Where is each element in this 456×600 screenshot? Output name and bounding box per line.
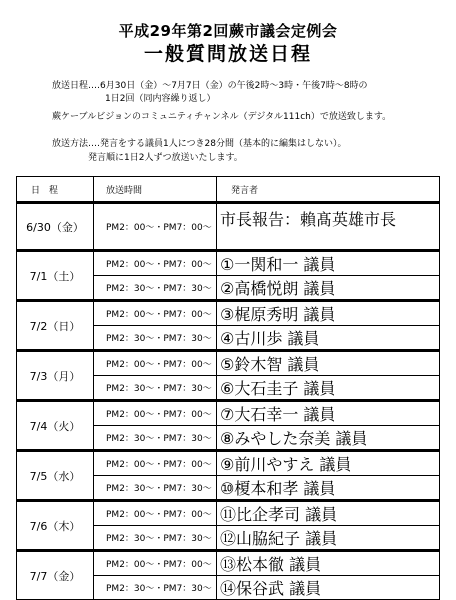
schedule-table [16,176,440,600]
time-cell: PM2：30～・PM7：30～ [94,576,217,600]
date-cell: 7/1（土） [17,251,94,301]
speaker-cell: ①一関和一 議員 [217,251,440,276]
time-cell: PM2：00～・PM7：00～ [94,351,217,376]
note-repeat: 1日2回（同内容繰り返し） [105,94,216,104]
time-cell: PM2：00～・PM7：00～ [94,251,217,276]
time-cell: PM2：00～・PM7：00～ [94,551,217,576]
speaker-cell: ⑤鈴木智 議員 [217,351,440,376]
speaker-cell: 市長報告：賴髙英雄市長 [217,203,440,251]
table-row [17,203,440,251]
speaker-cell: ⑦大石幸一 議員 [217,401,440,426]
date-cell: 6/30（金） [17,203,94,251]
table-row [17,251,440,276]
header-speaker: 発言者 [217,177,440,203]
table-row [17,551,440,576]
speaker-cell: ⑥大石圭子 議員 [217,376,440,401]
note-schedule: 放送日程‥‥6月30日（金）～7月7日（金）の午後2時～3時・午後7時～8時の [52,81,368,91]
time-cell: PM2：30～・PM7：30～ [94,476,217,501]
table-row [17,501,440,526]
note-channel: 蕨ケーブルビジョンのコミュニティチャンネル（デジタル111ch）で放送致します。 [52,112,392,122]
note-order: 発言順に1日2人ずつ放送いたします。 [88,153,243,163]
date-cell: 7/6（木） [17,501,94,551]
table-row [17,351,440,376]
date-cell: 7/2（日） [17,301,94,351]
time-cell: PM2：30～・PM7：30～ [94,526,217,551]
speaker-cell: ⑧みやした奈美 議員 [217,426,440,451]
speaker-cell: ⑩榎本和孝 議員 [217,476,440,501]
time-cell: PM2：30～・PM7：30～ [94,326,217,351]
header-time: 放送時間 [94,177,217,203]
time-cell: PM2：00～・PM7：00～ [94,301,217,326]
date-cell: 7/7（金） [17,551,94,600]
time-cell: PM2：00～・PM7：00～ [94,203,217,251]
speaker-cell: ⑪比企孝司 議員 [217,501,440,526]
date-cell: 7/5（水） [17,451,94,501]
speaker-cell: ②高橋悦朗 議員 [217,276,440,301]
time-cell: PM2：30～・PM7：30～ [94,376,217,401]
speaker-cell: ⑫山脇紀子 議員 [217,526,440,551]
time-cell: PM2：30～・PM7：30～ [94,426,217,451]
date-cell: 7/4（火） [17,401,94,451]
table-row [17,451,440,476]
document-subtitle: 一般質問放送日程 [143,43,312,65]
speaker-cell: ⑭保谷武 議員 [217,576,440,600]
table-row [17,401,440,426]
time-cell: PM2：30～・PM7：30～ [94,276,217,301]
header-date: 日 程 [17,177,94,203]
note-method: 放送方法‥‥発言をする議員1人につき28分間（基本的に編集はしない）。 [52,139,347,149]
document-title: 平成29年第2回蕨市議会定例会 [118,22,338,40]
time-cell: PM2：00～・PM7：00～ [94,501,217,526]
table-header-row [17,177,440,203]
speaker-cell: ③梶原秀明 議員 [217,301,440,326]
speaker-cell: ⑨前川やすえ 議員 [217,451,440,476]
time-cell: PM2：00～・PM7：00～ [94,401,217,426]
speaker-cell: ⑬松本徹 議員 [217,551,440,576]
date-cell: 7/3（月） [17,351,94,401]
speaker-cell: ④古川歩 議員 [217,326,440,351]
time-cell: PM2：00～・PM7：00～ [94,451,217,476]
table-row [17,301,440,326]
